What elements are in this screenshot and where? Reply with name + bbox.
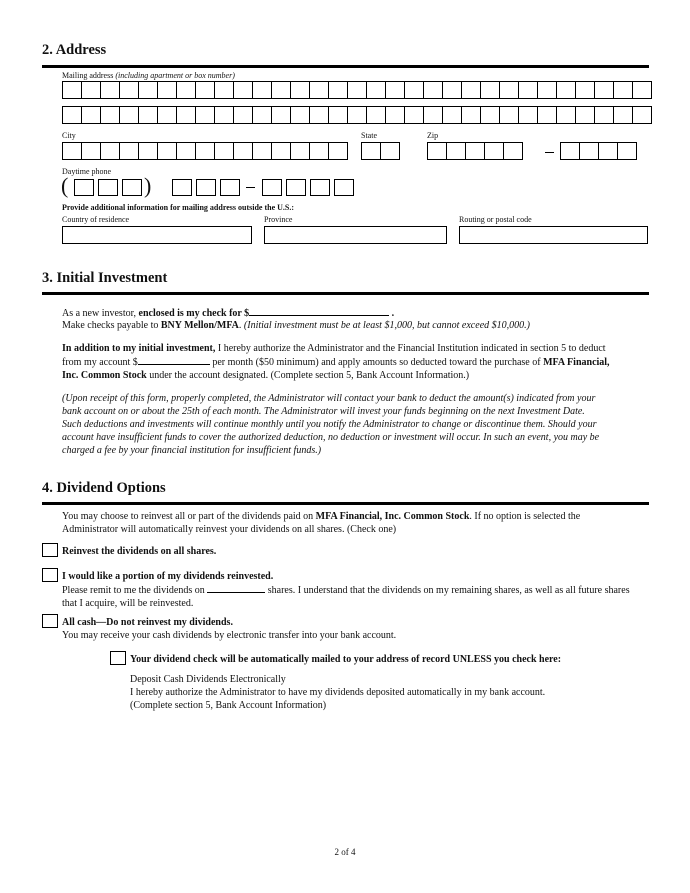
- all-cash-title: All cash—Do not reinvest my dividends.: [62, 617, 233, 628]
- province-label: Province: [264, 215, 293, 224]
- page-number: 2 of 4: [334, 847, 356, 857]
- char-box[interactable]: [271, 81, 291, 99]
- char-box[interactable]: [503, 142, 523, 160]
- char-box[interactable]: [385, 106, 405, 124]
- char-box[interactable]: [361, 142, 381, 160]
- char-box[interactable]: [575, 106, 595, 124]
- char-box[interactable]: [157, 81, 177, 99]
- state-field[interactable]: [361, 142, 399, 160]
- p4-l3: Such deductions and investments will continue monthly until you notify the Administrator to change or discontinue them. Should your: [62, 419, 597, 430]
- p3-a: In addition to my initial investment,: [62, 343, 216, 354]
- city-field[interactable]: [62, 142, 347, 160]
- zip-plus4-field[interactable]: [560, 142, 636, 160]
- char-box[interactable]: [632, 106, 652, 124]
- char-box[interactable]: [423, 81, 443, 99]
- section-2-heading: 2. Address: [42, 42, 107, 58]
- char-box[interactable]: [328, 106, 348, 124]
- phone-line-digit-4[interactable]: [334, 179, 354, 196]
- char-box[interactable]: [613, 106, 633, 124]
- char-box[interactable]: [138, 106, 158, 124]
- char-box[interactable]: [100, 106, 120, 124]
- char-box[interactable]: [290, 142, 310, 160]
- char-box[interactable]: [442, 106, 462, 124]
- p4-l2: bank account on or about the 25th of each month. The Administrator will invest your funds beginning on the next Investment Date.: [62, 406, 585, 417]
- char-box[interactable]: [176, 81, 196, 99]
- char-box[interactable]: [157, 142, 177, 160]
- char-box[interactable]: [138, 142, 158, 160]
- char-box[interactable]: [214, 81, 234, 99]
- char-box[interactable]: [290, 106, 310, 124]
- province-input[interactable]: [264, 226, 447, 244]
- char-box[interactable]: [594, 106, 614, 124]
- char-box[interactable]: [195, 106, 215, 124]
- char-box[interactable]: [328, 142, 348, 160]
- char-box[interactable]: [62, 106, 82, 124]
- city-label: City: [62, 131, 76, 140]
- char-box[interactable]: [446, 142, 466, 160]
- p3-b: I hereby authorize the Administrator and the Financial Institution indicated in section 5 to deduct: [215, 343, 606, 354]
- section-3-rule: [42, 292, 649, 295]
- deposit-l2: (Complete section 5, Bank Account Information): [130, 700, 327, 711]
- deposit-block: [130, 673, 650, 712]
- mailing-address-line-1[interactable]: [62, 81, 651, 99]
- p4-l5: charged a fee by your financial institution for insufficient funds.): [62, 445, 322, 456]
- p3-e: MFA Financial,: [543, 357, 610, 368]
- reinvest-all-label: Reinvest the dividends on all shares.: [62, 546, 217, 557]
- mailing-address-hint: (including apartment or box number): [115, 71, 235, 80]
- intro-c: . If no option is selected the: [469, 511, 581, 522]
- section-2-rule: [42, 65, 649, 68]
- mailing-address-line-2[interactable]: [62, 106, 651, 124]
- section-4-rule: [42, 502, 649, 505]
- p3-d: per month ($50 minimum) and apply amounts so deducted toward the purchase of: [209, 357, 544, 368]
- char-box[interactable]: [81, 106, 101, 124]
- char-box[interactable]: [556, 106, 576, 124]
- char-box[interactable]: [560, 142, 580, 160]
- char-box[interactable]: [632, 81, 652, 99]
- char-box[interactable]: [366, 81, 386, 99]
- shares-blank[interactable]: [207, 583, 265, 593]
- p4-l1: (Upon receipt of this form, properly completed, the Administrator will contact your bank to deduct the amount(s) indicated from your: [62, 393, 596, 404]
- char-box[interactable]: [157, 106, 177, 124]
- zip-dash: [545, 152, 554, 153]
- char-box[interactable]: [176, 106, 196, 124]
- routing-label: Routing or postal code: [459, 215, 532, 224]
- opt2-b: shares. I understand that the dividends on my remaining shares, as well as all future shares: [265, 585, 630, 596]
- country-input[interactable]: [62, 226, 252, 244]
- char-box[interactable]: [252, 142, 272, 160]
- receipt-note-paragraph: [62, 392, 652, 457]
- char-box[interactable]: [233, 81, 253, 99]
- char-box[interactable]: [461, 81, 481, 99]
- char-box[interactable]: [385, 81, 405, 99]
- phone-close-paren: ): [144, 173, 152, 198]
- char-box[interactable]: [214, 106, 234, 124]
- p2-b: BNY Mellon/MFA: [160, 320, 239, 331]
- char-box[interactable]: [309, 106, 329, 124]
- opt2-a: Please remit to me the dividends on: [62, 585, 208, 596]
- daytime-phone-label: Daytime phone: [62, 167, 112, 176]
- char-box[interactable]: [119, 106, 139, 124]
- char-box[interactable]: [484, 142, 504, 160]
- char-box[interactable]: [252, 106, 272, 124]
- char-box[interactable]: [347, 106, 367, 124]
- char-box[interactable]: [366, 106, 386, 124]
- mailing-address-label: [62, 71, 235, 80]
- char-box[interactable]: [309, 142, 329, 160]
- electronic-deposit-checkbox[interactable]: [110, 651, 126, 665]
- p2-a: Make checks payable to: [62, 320, 161, 331]
- char-box[interactable]: [380, 142, 400, 160]
- p1-b: enclosed is my check for $: [138, 308, 250, 319]
- char-box[interactable]: [347, 81, 367, 99]
- p2-c: .: [238, 320, 244, 331]
- monthly-amount-blank[interactable]: [138, 355, 210, 365]
- payable-line: [62, 319, 652, 332]
- p3-g: under the account designated. (Complete section 5, Bank Account Information.): [146, 370, 470, 381]
- mailing-address-label-text: Mailing address: [62, 71, 114, 80]
- state-label: State: [361, 131, 377, 140]
- char-box[interactable]: [594, 81, 614, 99]
- intro-l2: Administrator will automatically reinvest your dividends on all shares. (Check one): [62, 524, 397, 535]
- char-box[interactable]: [271, 106, 291, 124]
- country-label: Country of residence: [62, 215, 130, 224]
- deposit-title: Deposit Cash Dividends Electronically: [130, 674, 286, 685]
- all-cash-text: You may receive your cash dividends by electronic transfer into your bank account.: [62, 630, 397, 641]
- phone-prefix-digit-2[interactable]: [196, 179, 216, 196]
- p3-c: from my account $: [62, 357, 138, 368]
- phone-prefix-digit-3[interactable]: [220, 179, 240, 196]
- char-box[interactable]: [480, 106, 500, 124]
- intro-b: MFA Financial, Inc. Common Stock: [315, 511, 470, 522]
- outside-us-note: Provide additional information for mailing address outside the U.S.:: [62, 203, 295, 212]
- check-amount-blank[interactable]: [249, 306, 389, 316]
- section-3-heading: 3. Initial Investment: [42, 270, 168, 286]
- char-box[interactable]: [575, 81, 595, 99]
- char-box[interactable]: [328, 81, 348, 99]
- monthly-deduction-paragraph: [62, 342, 652, 382]
- char-box[interactable]: [499, 106, 519, 124]
- char-box[interactable]: [62, 142, 82, 160]
- opt2-l2: that I acquire, will be reinvested.: [62, 598, 194, 609]
- char-box[interactable]: [518, 106, 538, 124]
- char-box[interactable]: [119, 81, 139, 99]
- mail-note: Your dividend check will be automatically mailed to your address of record UNLESS you check here:: [130, 654, 562, 665]
- char-box[interactable]: [404, 106, 424, 124]
- char-box[interactable]: [195, 81, 215, 99]
- char-box[interactable]: [617, 142, 637, 160]
- char-box[interactable]: [461, 106, 481, 124]
- char-box[interactable]: [233, 142, 253, 160]
- char-box[interactable]: [556, 81, 576, 99]
- char-box[interactable]: [598, 142, 618, 160]
- char-box[interactable]: [62, 81, 82, 99]
- p4-l4: account have insufficient funds to cover the authorized deduction, no deduction or investment will occur. In such an event, you may be: [62, 432, 600, 443]
- phone-area-digit-2[interactable]: [98, 179, 118, 196]
- char-box[interactable]: [465, 142, 485, 160]
- partial-reinvest-block: [62, 570, 652, 610]
- char-box[interactable]: [81, 142, 101, 160]
- phone-line-digit-2[interactable]: [286, 179, 306, 196]
- phone-line-digit-1[interactable]: [262, 179, 282, 196]
- char-box[interactable]: [480, 81, 500, 99]
- intro-a: You may choose to reinvest all or part of the dividends paid on: [62, 511, 316, 522]
- char-box[interactable]: [309, 81, 329, 99]
- dividend-intro: [62, 510, 652, 536]
- zip-label: Zip: [427, 131, 439, 140]
- all-cash-checkbox[interactable]: [42, 614, 58, 628]
- char-box[interactable]: [195, 142, 215, 160]
- char-box[interactable]: [423, 106, 443, 124]
- section-4-heading: 4. Dividend Options: [42, 480, 166, 496]
- phone-area-digit-3[interactable]: [122, 179, 142, 196]
- char-box[interactable]: [233, 106, 253, 124]
- p3-f: Inc. Common Stock: [62, 370, 147, 381]
- routing-input[interactable]: [459, 226, 648, 244]
- char-box[interactable]: [271, 142, 291, 160]
- char-box[interactable]: [290, 81, 310, 99]
- char-box[interactable]: [427, 142, 447, 160]
- char-box[interactable]: [100, 142, 120, 160]
- char-box[interactable]: [613, 81, 633, 99]
- char-box[interactable]: [214, 142, 234, 160]
- all-cash-block: [62, 616, 652, 642]
- partial-reinvest-title: I would like a portion of my dividends reinvested.: [62, 571, 274, 582]
- char-box[interactable]: [518, 81, 538, 99]
- phone-line-digit-3[interactable]: [310, 179, 330, 196]
- deposit-l1: I hereby authorize the Administrator to have my dividends deposited automatically in my bank account.: [130, 687, 546, 698]
- char-box[interactable]: [499, 81, 519, 99]
- char-box[interactable]: [252, 81, 272, 99]
- char-box[interactable]: [119, 142, 139, 160]
- char-box[interactable]: [138, 81, 158, 99]
- p1-a: As a new investor,: [62, 308, 139, 319]
- reinvest-all-checkbox[interactable]: [42, 543, 58, 557]
- phone-area-digit-1[interactable]: [74, 179, 94, 196]
- char-box[interactable]: [442, 81, 462, 99]
- p2-d: (Initial investment must be at least $1,000, but cannot exceed $10,000.): [243, 320, 530, 331]
- char-box[interactable]: [537, 81, 557, 99]
- zip-field[interactable]: [427, 142, 522, 160]
- char-box[interactable]: [579, 142, 599, 160]
- p1-c: .: [389, 308, 395, 319]
- initial-check-line: [62, 306, 652, 320]
- char-box[interactable]: [81, 81, 101, 99]
- char-box[interactable]: [176, 142, 196, 160]
- phone-prefix-digit-1[interactable]: [172, 179, 192, 196]
- partial-reinvest-checkbox[interactable]: [42, 568, 58, 582]
- char-box[interactable]: [537, 106, 557, 124]
- char-box[interactable]: [404, 81, 424, 99]
- char-box[interactable]: [100, 81, 120, 99]
- phone-open-paren: (: [61, 173, 69, 198]
- phone-dash: [246, 187, 255, 188]
